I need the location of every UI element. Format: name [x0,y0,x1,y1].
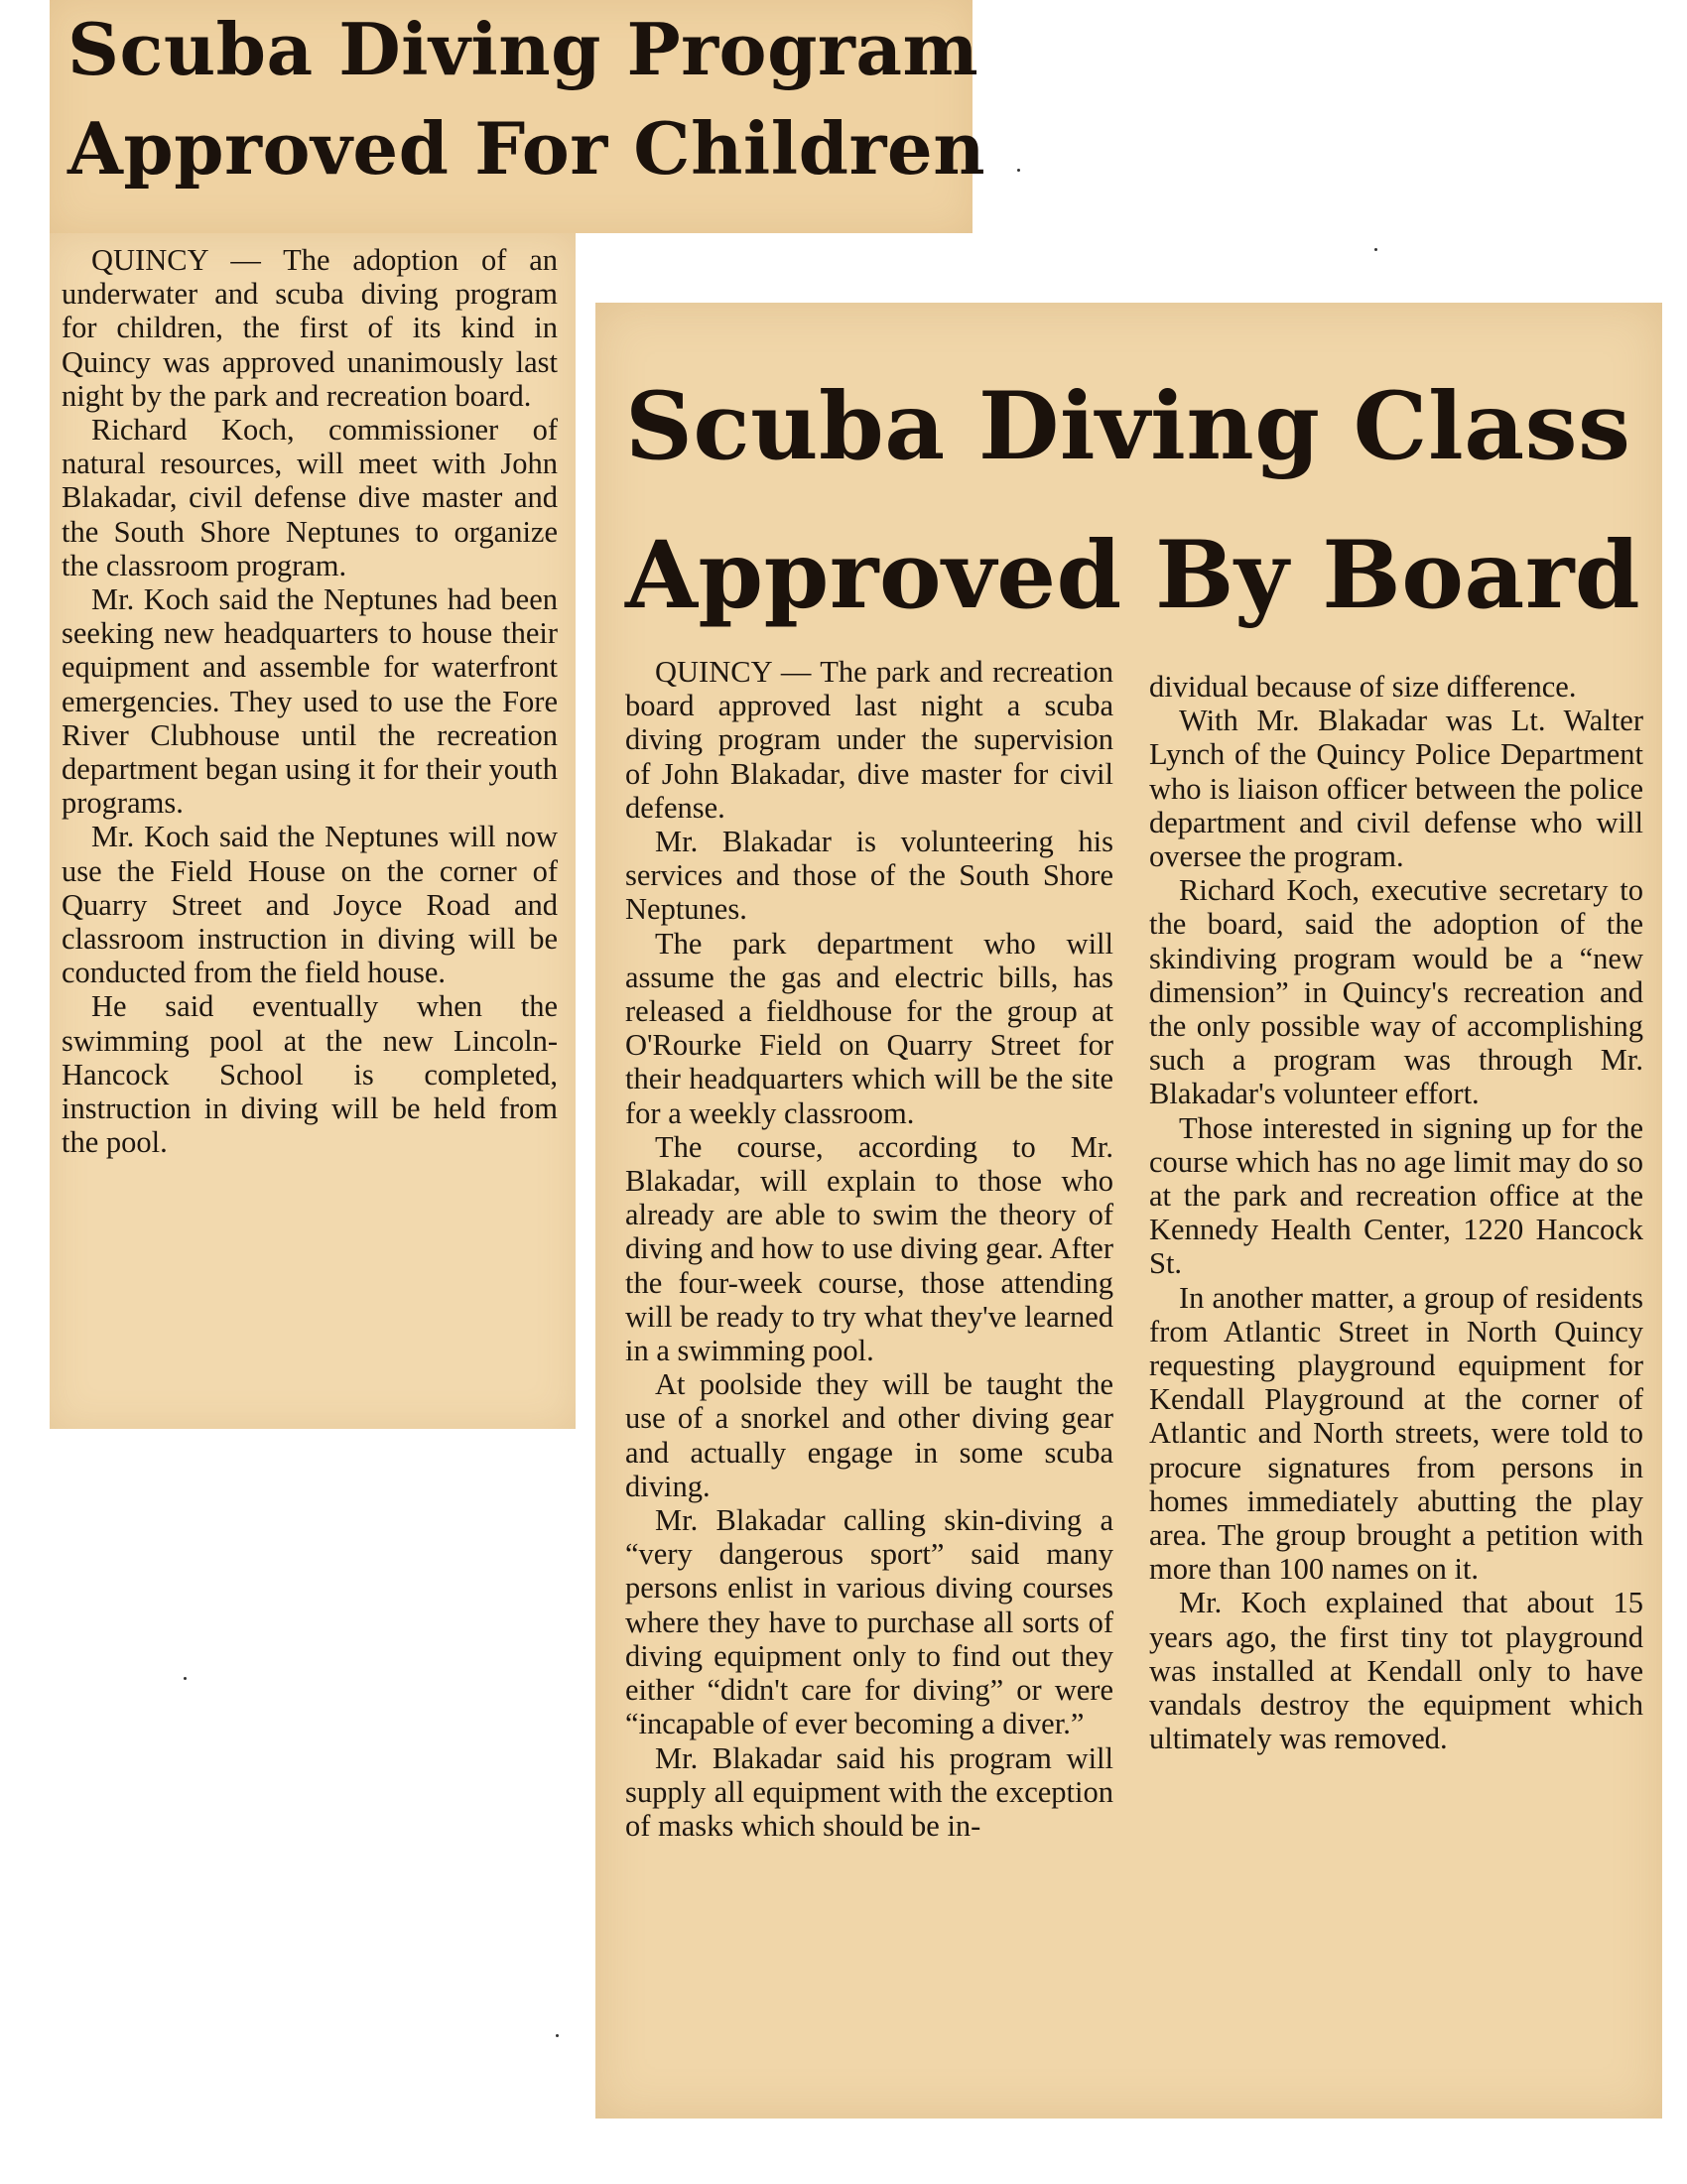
article-2-paragraph: Mr. Koch explained that about 15 years ago, the first tiny tot playground was installed at Kendall only to have vandals destroy the equipment which ultimately was removed. [1149,1586,1643,1756]
scan-speck [556,2034,559,2037]
clipping-1-headline-area [50,0,986,233]
clipping-1-body [50,233,576,1429]
article-1-paragraph: He said eventually when the swimming pool at the new Lincoln-Hancock School is completed, instruction in diving will be held from the pool. [62,989,558,1160]
headline-line: Scuba Diving Class [625,372,1631,481]
article-2-column-right [1149,670,1643,1756]
article-2-paragraph: Richard Koch, executive secretary to the board, said the adoption of the skindiving program would be a “new dimension” in Quincy's recreation and the only possible way of accomplishing such a program was through Mr. Blakadar's volunteer effort. [1149,873,1643,1111]
article-1-column [62,243,558,1159]
article-1-paragraph: QUINCY — The adoption of an underwater and scuba diving program for children, the first of its kind in Quincy was approved unanimously last night by the park and recreation board. [62,243,558,413]
article-2-paragraph: Mr. Blakadar calling skin-diving a “very dangerous sport” said many persons enlist in various diving courses where they have to purchase all sorts of diving equipment only to find out they either “didn't care for diving” or were “incapable of ever becoming a diver.” [625,1503,1113,1741]
article-2-column-left [625,655,1113,1843]
headline-line: Approved For Children [67,106,986,191]
article-2-paragraph: At poolside they will be taught the use of a snorkel and other diving gear and actually engage in some scuba diving. [625,1367,1113,1503]
article-2-paragraph: Those interested in signing up for the course which has no age limit may do so at the park and recreation office at the Kennedy Health Center, 1220 Hancock St. [1149,1110,1643,1281]
article-2-paragraph: In another matter, a group of residents from Atlantic Street in North Quincy requesting playground equipment for Kendall Playground at the corner of Atlantic and North streets, were told to procure signatures from persons in homes immediately abutting the play area. The group brought a petition with more than 100 names on it. [1149,1280,1643,1587]
article-2-paragraph: QUINCY — The park and recreation board approved last night a scuba diving program under the supervision of John Blakadar, dive master for civil defense. [625,655,1113,825]
article-1-paragraph: Richard Koch, commissioner of natural resources, will meet with John Blakadar, civil defense dive master and the South Shore Neptunes to organize the classroom program. [62,413,558,582]
scan-speck [184,1677,187,1680]
headline-line: Approved By Board [625,521,1641,630]
article-2-paragraph: Mr. Blakadar said his program will supply all equipment with the exception of masks which should be in- [625,1740,1113,1843]
article-1-headline [50,0,986,198]
article-2-paragraph: The course, according to Mr. Blakadar, will explain to those who already are able to swim the theory of diving and how to use diving gear. After the four-week course, those attending will be ready to try what they've learned in a swimming pool. [625,1129,1113,1368]
article-2-paragraph: With Mr. Blakadar was Lt. Walter Lynch of the Quincy Police Department who is liaison officer between the police department and civil defense who will oversee the program. [1149,704,1643,874]
article-2-paragraph: The park department who will assume the gas and electric bills, has released a fieldhouse for the group at O'Rourke Field on Quarry Street for their headquarters which will be the site for a weekly classroom. [625,926,1113,1130]
article-2-paragraph: Mr. Blakadar is volunteering his services and those of the South Shore Neptunes. [625,825,1113,927]
headline-line: Scuba Diving Program [67,7,979,91]
clipping-2 [595,303,1662,2119]
scan-speck [1017,169,1020,172]
article-1-paragraph: Mr. Koch said the Neptunes will now use the Field House on the corner of Quarry Street and Joyce Road and classroom instruction in diving will be conducted from the field house. [62,820,558,990]
article-2-headline [595,352,1662,650]
article-1-paragraph: Mr. Koch said the Neptunes had been seeking new headquarters to house their equipment and assemble for waterfront emergencies. They used to use the Fore River Clubhouse until the recreation department began using it for their youth programs. [62,582,558,821]
article-2-paragraph: dividual because of size difference. [1149,670,1577,704]
scan-speck [1374,248,1377,251]
